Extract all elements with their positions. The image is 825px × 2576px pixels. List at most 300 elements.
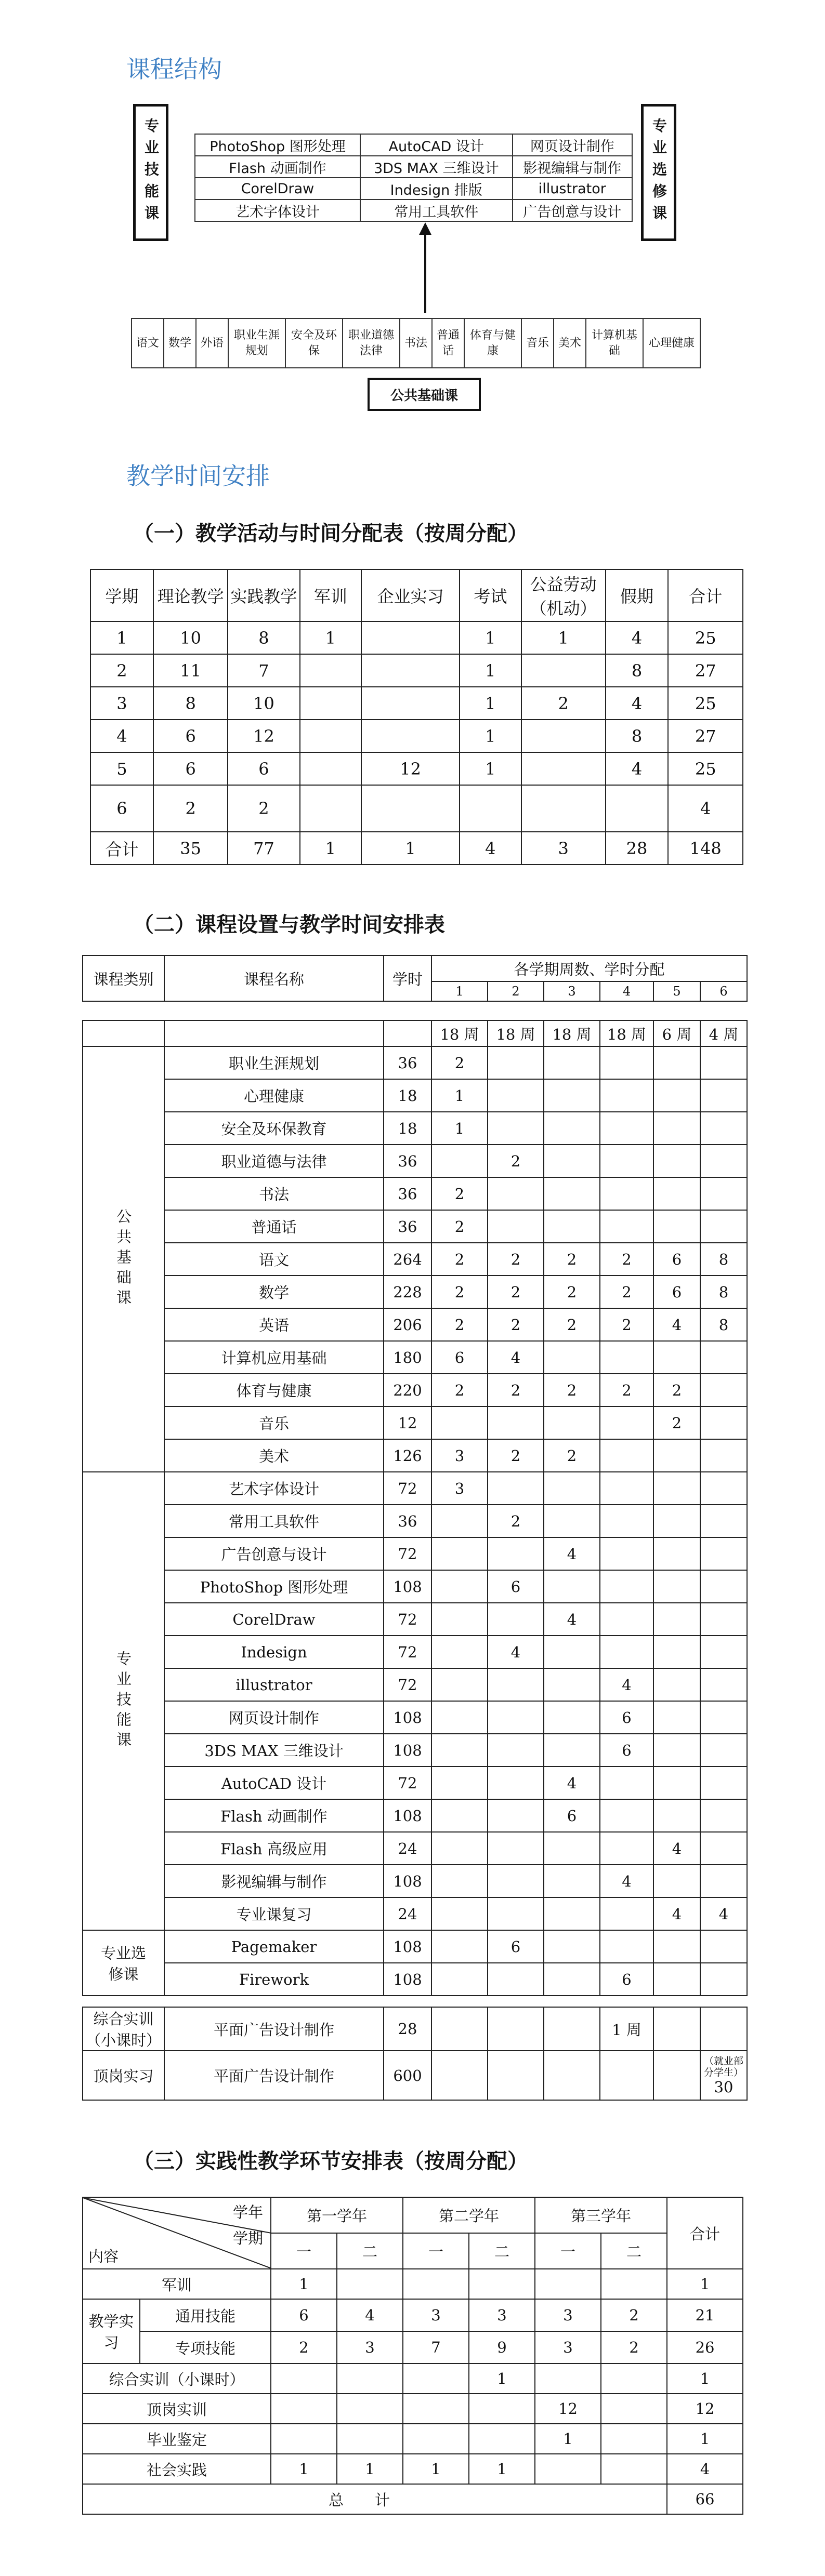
table-cell (653, 1799, 700, 1832)
course-name-cell: 常用工具软件 (164, 1505, 384, 1537)
table-cell: 4 (606, 752, 669, 785)
table-cell (700, 1112, 747, 1145)
table-cell: 2 (431, 1210, 488, 1243)
table-cell: 2 (488, 1505, 544, 1537)
practice-row (83, 2363, 743, 2394)
course-name-cell: PhotoShop 图形处理 (164, 1570, 384, 1603)
table-cell (600, 1472, 653, 1505)
table-cell (653, 1930, 700, 1963)
table-cell (300, 720, 362, 752)
table-cell (544, 1963, 600, 1996)
table-cell (600, 1145, 653, 1177)
public-basic-box: 公共基础课 (368, 378, 481, 411)
table-cell (488, 1832, 544, 1865)
table-cell (488, 1210, 544, 1243)
semester-number-cell: 3 (544, 981, 600, 1001)
table-cell: 2 (600, 1276, 653, 1308)
table-cell: 25 (668, 687, 743, 720)
table-cell (488, 1537, 544, 1570)
table-cell (300, 752, 362, 785)
table-cell: 6 (544, 1799, 600, 1832)
course-name-cell: 平面广告设计制作 (164, 2007, 384, 2051)
table-cell: 4 (700, 1897, 747, 1930)
table-cell (488, 1701, 544, 1734)
professional-skills-box: 专业技能课 (133, 104, 168, 241)
course-row (83, 1079, 747, 1112)
table-cell: 4 (544, 1603, 600, 1636)
table1-header-cell: 公益劳动（机动） (521, 569, 606, 621)
table-cell: 25 (668, 752, 743, 785)
table-cell (403, 2363, 469, 2394)
table-cell: 6 (153, 752, 228, 785)
table-cell: 36 (384, 1505, 431, 1537)
table-cell: 1 (460, 720, 521, 752)
semester-weeks-cell: 18 周 (544, 1020, 600, 1046)
table2-header-cell: 各学期周数、学时分配 (431, 955, 747, 981)
table-cell: 18 (384, 1079, 431, 1112)
course-name-cell: 普通话 (164, 1210, 384, 1243)
table1-header-cell: 假期 (606, 569, 669, 621)
table-cell: 4 (668, 785, 743, 832)
table-cell: 8 (606, 720, 669, 752)
table-cell: 180 (384, 1341, 431, 1374)
table-cell (700, 1799, 747, 1832)
table-cell: 1 (337, 2454, 403, 2484)
course-row (83, 1603, 747, 1636)
table-cell (700, 1406, 747, 1439)
table-cell: 2 (228, 785, 299, 832)
course-name-cell: 3DS MAX 三维设计 (164, 1734, 384, 1767)
table-cell (600, 1177, 653, 1210)
table-cell: 1 (271, 2454, 337, 2484)
table-cell: 3 (521, 832, 606, 865)
table-cell (600, 1210, 653, 1243)
table-cell: 8 (153, 687, 228, 720)
table-cell (700, 2051, 747, 2100)
table-cell (460, 785, 521, 832)
table-cell: 4 (488, 1341, 544, 1374)
professional-elective-box: 专业选修课 (641, 104, 676, 241)
table-cell: 108 (384, 1865, 431, 1897)
table-cell (600, 1799, 653, 1832)
table-cell: 36 (384, 1046, 431, 1079)
course-name-cell: Pagemaker (164, 1930, 384, 1963)
table1-header-cell: 军训 (300, 569, 362, 621)
table-cell (488, 2051, 544, 2100)
table-cell (700, 1341, 747, 1374)
course-row (83, 1799, 747, 1832)
table-cell: 8 (700, 1308, 747, 1341)
table1-row (90, 654, 743, 687)
table-cell (431, 1930, 488, 1963)
table-cell (700, 1767, 747, 1799)
table-cell (653, 1210, 700, 1243)
table-cell: 2 (488, 1374, 544, 1406)
course-name-cell: 网页设计制作 (164, 1701, 384, 1734)
table-cell: 2 (431, 1374, 488, 1406)
table-cell: 2 (600, 1374, 653, 1406)
table-cell (700, 1832, 747, 1865)
table-cell: 12 (361, 752, 460, 785)
table-cell: 72 (384, 1603, 431, 1636)
table-cell (601, 2424, 667, 2454)
table1-header-cell: 合计 (668, 569, 743, 621)
table-cell: 6 (271, 2299, 337, 2331)
header-term-label: 学期 (232, 2229, 263, 2247)
table1-row (90, 785, 743, 832)
table-cell (653, 1701, 700, 1734)
semester-number-cell: 4 (600, 981, 653, 1001)
course-row (83, 1897, 747, 1930)
skill-course-cell: Indesign 排版 (360, 178, 513, 200)
course-name-cell: 职业生涯规划 (164, 1046, 384, 1079)
table-cell (700, 1046, 747, 1079)
public-course-grid (131, 318, 701, 368)
term-header-cell: 一 (271, 2233, 337, 2269)
total-header-cell: 合计 (667, 2197, 743, 2269)
table-cell: 4 (653, 1308, 700, 1341)
course-name-cell: Flash 动画制作 (164, 1799, 384, 1832)
table-cell: 18 (384, 1112, 431, 1145)
course-name-cell: 安全及环保教育 (164, 1112, 384, 1145)
table-cell: 2 (653, 1374, 700, 1406)
table-cell (700, 1734, 747, 1767)
table-cell: 6 (600, 1701, 653, 1734)
table1-header-cell: 理论教学 (153, 569, 228, 621)
course-row (83, 1865, 747, 1897)
table-cell: 2 (544, 1439, 600, 1472)
row-total-cell: 26 (667, 2331, 743, 2363)
table-cell: 108 (384, 1701, 431, 1734)
year-header-cell: 第二学年 (403, 2197, 535, 2233)
course-name-cell: illustrator (164, 1668, 384, 1701)
table-cell: 2 (600, 1308, 653, 1341)
course-category-cell: 公共基础课 (83, 1046, 164, 1472)
course-name-cell: Firework (164, 1963, 384, 1996)
table-cell (488, 1668, 544, 1701)
table-cell: 6 (653, 1243, 700, 1276)
table-cell (700, 1603, 747, 1636)
table-cell (431, 1537, 488, 1570)
table-cell (653, 1734, 700, 1767)
table-cell (700, 1963, 747, 1996)
public-course-cell: 语文 (132, 318, 164, 368)
table-cell: 108 (384, 1930, 431, 1963)
table-cell (535, 2269, 601, 2299)
table-cell (403, 2424, 469, 2454)
course-name-cell: Flash 高级应用 (164, 1832, 384, 1865)
table-cell (431, 1799, 488, 1832)
course-row (83, 1046, 747, 1079)
table-cell (337, 2394, 403, 2424)
course-category-cell: 综合实训（小课时） (83, 2007, 164, 2051)
table-cell: 2 (653, 1406, 700, 1439)
table-cell (700, 1145, 747, 1177)
course-row (83, 1374, 747, 1406)
table-cell (431, 2007, 488, 2051)
table-cell: 1 (431, 1079, 488, 1112)
table-cell (271, 2394, 337, 2424)
table-cell (384, 1020, 431, 1046)
table-cell (600, 1570, 653, 1603)
table-cell: 10 (153, 621, 228, 654)
course-row (83, 1276, 747, 1308)
table-cell: 27 (668, 654, 743, 687)
table-cell (544, 1112, 600, 1145)
course-name-cell: 语文 (164, 1243, 384, 1276)
table-cell (469, 2394, 535, 2424)
skill-course-cell: illustrator (513, 178, 632, 200)
table-cell (600, 1897, 653, 1930)
skill-row (195, 200, 632, 221)
table-cell: 72 (384, 1537, 431, 1570)
course-name-cell: 影视编辑与制作 (164, 1865, 384, 1897)
table1-row (90, 621, 743, 654)
table-cell (469, 2269, 535, 2299)
table1-header-cell: 实践教学 (228, 569, 299, 621)
table2-header-cell: 课程类别 (83, 955, 164, 1001)
table-cell: 3 (337, 2331, 403, 2363)
table-cell (600, 1767, 653, 1799)
public-course-cell: 外语 (196, 318, 228, 368)
table-cell (601, 2269, 667, 2299)
skill-course-grid (194, 134, 633, 222)
grand-total-label: 总计 (83, 2484, 667, 2514)
table-cell: 8 (700, 1243, 747, 1276)
semester-weeks-cell: 6 周 (653, 1020, 700, 1046)
table-cell: 1 (535, 2424, 601, 2454)
table1-title: （一）教学活动与时间分配表（按周分配） (133, 521, 528, 546)
table-cell (600, 1439, 653, 1472)
grand-total-cell: 66 (667, 2484, 743, 2514)
table-cell (544, 1177, 600, 1210)
practical-row (83, 2007, 747, 2051)
public-course-cell: 职业生涯规划 (228, 318, 285, 368)
table-cell (535, 2454, 601, 2484)
table-cell (544, 1472, 600, 1505)
course-category-cell: 专业选修课 (83, 1930, 164, 1996)
table-cell: 9 (469, 2331, 535, 2363)
table-cell: 2 (271, 2331, 337, 2363)
table-cell: 6 (653, 1276, 700, 1308)
table-cell (544, 1701, 600, 1734)
row-total-cell: 21 (667, 2299, 743, 2331)
table-cell: 108 (384, 1963, 431, 1996)
table-cell (431, 1897, 488, 1930)
table-cell (544, 1930, 600, 1963)
table-cell: 24 (384, 1832, 431, 1865)
table-cell: 36 (384, 1210, 431, 1243)
skill-row (195, 178, 632, 200)
table-cell: 2 (90, 654, 153, 687)
table-cell (700, 1177, 747, 1210)
table-cell: 7 (403, 2331, 469, 2363)
course-row (83, 1177, 747, 1210)
course-name-cell: 数学 (164, 1276, 384, 1308)
table-cell (544, 1341, 600, 1374)
table-cell (300, 654, 362, 687)
table-cell: 77 (228, 832, 299, 865)
table-cell (653, 1177, 700, 1210)
table-cell: 28 (606, 832, 669, 865)
table-cell (700, 1505, 747, 1537)
course-name-cell: 专业课复习 (164, 1897, 384, 1930)
table-cell (361, 785, 460, 832)
table3-title: （三）实践性教学环节安排表（按周分配） (133, 2149, 528, 2173)
table-cell (488, 1603, 544, 1636)
table-cell (488, 1963, 544, 1996)
table-cell (431, 1603, 488, 1636)
table-cell (544, 1832, 600, 1865)
table-cell (403, 2269, 469, 2299)
course-name-cell: Indesign (164, 1636, 384, 1668)
course-name-cell: 书法 (164, 1177, 384, 1210)
table-cell: 1 (300, 621, 362, 654)
skill-course-cell: AutoCAD 设计 (360, 134, 513, 156)
table-cell (653, 1079, 700, 1112)
term-header-cell: 一 (403, 2233, 469, 2269)
table-cell: 6 (488, 1930, 544, 1963)
course-row (83, 1668, 747, 1701)
practice-label-cell: 社会实践 (83, 2454, 271, 2484)
table-cell (653, 1505, 700, 1537)
practice-row (83, 2454, 743, 2484)
table-cell: 72 (384, 1668, 431, 1701)
table-cell: 12 (384, 1406, 431, 1439)
table-cell (431, 2051, 488, 2100)
table-cell (700, 1374, 747, 1406)
skill-course-cell: 网页设计制作 (513, 134, 632, 156)
course-name-cell: 艺术字体设计 (164, 1472, 384, 1505)
table-cell: 4 (606, 687, 669, 720)
table-cell (544, 1079, 600, 1112)
table-cell (361, 687, 460, 720)
practice-row (83, 2394, 743, 2424)
table-cell (403, 2394, 469, 2424)
table-cell: 4 (544, 1537, 600, 1570)
table-cell (431, 1668, 488, 1701)
table-cell (544, 1897, 600, 1930)
table-cell: 2 (488, 1243, 544, 1276)
row-total-cell: 1 (667, 2424, 743, 2454)
table-cell: 3 (535, 2331, 601, 2363)
course-schedule-header (82, 955, 748, 1002)
table-cell: 2 (544, 1308, 600, 1341)
table-cell: 2 (521, 687, 606, 720)
table-cell: 6 (228, 752, 299, 785)
table-cell (469, 2424, 535, 2454)
table-cell (488, 1865, 544, 1897)
course-row (83, 1701, 747, 1734)
table-cell (600, 1930, 653, 1963)
table-cell (431, 1406, 488, 1439)
table-cell (653, 1341, 700, 1374)
year-header-cell: 第一学年 (271, 2197, 403, 2233)
practice-row (83, 2331, 743, 2363)
public-course-row (132, 318, 700, 368)
table-cell (600, 1406, 653, 1439)
table-cell: 2 (153, 785, 228, 832)
table-cell (600, 1832, 653, 1865)
table-cell: 1 周 (600, 2007, 653, 2051)
course-name-cell: 广告创意与设计 (164, 1537, 384, 1570)
table-cell (653, 1439, 700, 1472)
table-cell (164, 1020, 384, 1046)
activity-time-table (90, 569, 743, 865)
table-cell (700, 1210, 747, 1243)
table-cell: 1 (521, 621, 606, 654)
table-cell (544, 2007, 600, 2051)
table-cell: 3 (469, 2299, 535, 2331)
row-total-cell: 1 (667, 2269, 743, 2299)
practice-label-cell: 军训 (83, 2269, 271, 2299)
table-cell (521, 785, 606, 832)
table2-header-cell: 学时 (384, 955, 431, 1001)
table-cell (653, 1767, 700, 1799)
table-cell (544, 2051, 600, 2100)
table-cell: 8 (606, 654, 669, 687)
course-schedule-table (82, 1020, 748, 1996)
table-cell (653, 2051, 700, 2100)
table-cell: 2 (431, 1276, 488, 1308)
table-cell: 220 (384, 1374, 431, 1406)
practice-row (83, 2269, 743, 2299)
course-row (83, 1406, 747, 1439)
public-course-cell: 计算机基础 (586, 318, 643, 368)
table-cell (600, 1079, 653, 1112)
table1-row (90, 832, 743, 865)
table-cell: 合计 (90, 832, 153, 865)
course-row (83, 1243, 747, 1276)
table-cell (600, 1046, 653, 1079)
table-cell: 3 (431, 1472, 488, 1505)
table-cell: 126 (384, 1439, 431, 1472)
practice-label-cell: 顶岗实训 (83, 2394, 271, 2424)
semester-number-cell: 6 (700, 981, 747, 1001)
table-cell: 3 (535, 2299, 601, 2331)
course-row (83, 1112, 747, 1145)
row-total-cell: 1 (667, 2363, 743, 2394)
table-cell (431, 1767, 488, 1799)
course-row (83, 1537, 747, 1570)
table-cell (431, 1505, 488, 1537)
course-category-cell: 顶岗实习 (83, 2051, 164, 2100)
table-cell (700, 1570, 747, 1603)
course-name-cell: 美术 (164, 1439, 384, 1472)
skill-row (195, 134, 632, 156)
table-cell: 1 (469, 2454, 535, 2484)
table-cell: 4 (606, 621, 669, 654)
table-cell (544, 1505, 600, 1537)
table-cell (521, 654, 606, 687)
table-cell: 108 (384, 1570, 431, 1603)
table-cell: 1 (431, 1112, 488, 1145)
table-cell (521, 752, 606, 785)
practice-row (83, 2424, 743, 2454)
public-course-cell: 体育与健康 (464, 318, 521, 368)
course-row (83, 1308, 747, 1341)
table-cell: 1 (460, 654, 521, 687)
table2-weeks-row (83, 1020, 747, 1046)
table-cell (431, 1734, 488, 1767)
table-cell: 228 (384, 1276, 431, 1308)
table-cell: 6 (600, 1963, 653, 1996)
table-cell: 36 (384, 1145, 431, 1177)
semester-weeks-cell: 18 周 (600, 1020, 653, 1046)
course-row (83, 1767, 747, 1799)
table-cell (431, 1701, 488, 1734)
course-name-cell: 音乐 (164, 1406, 384, 1439)
